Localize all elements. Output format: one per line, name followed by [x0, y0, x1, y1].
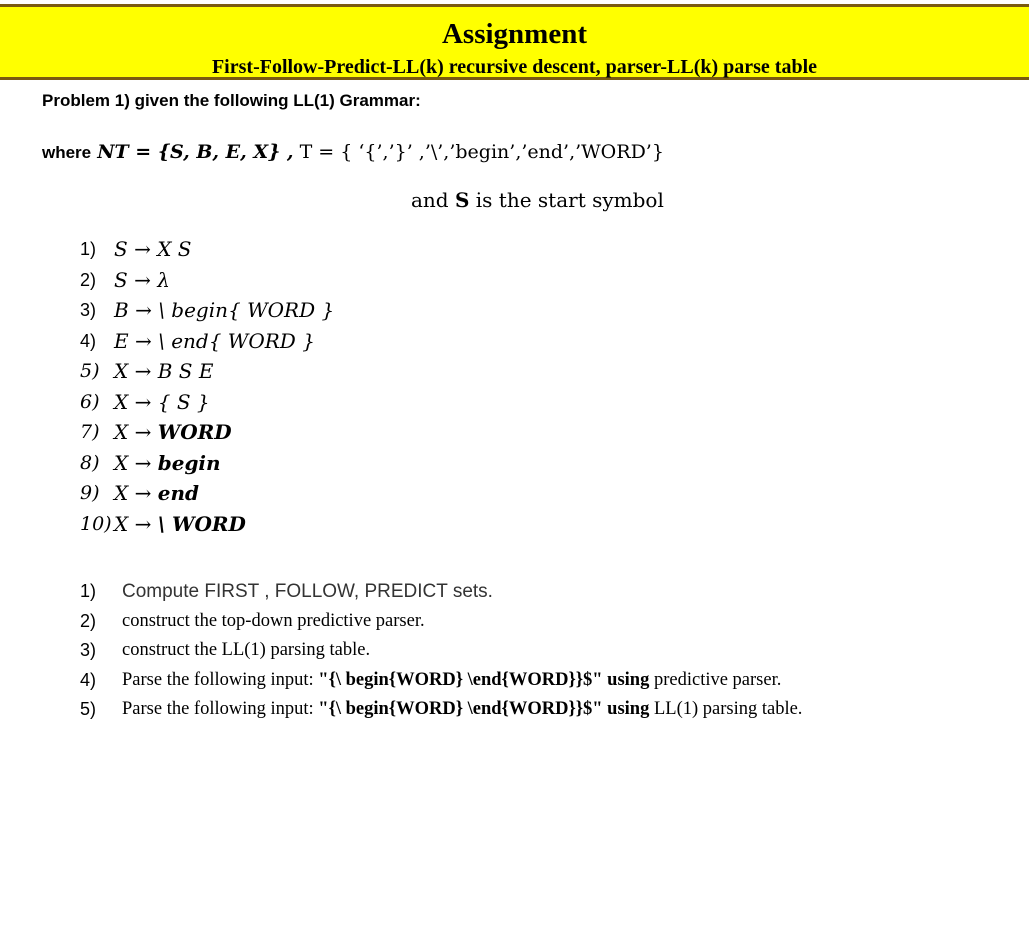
rule-lhs: S	[114, 237, 128, 261]
rule-lhs: X	[114, 511, 129, 536]
rule-lhs: X	[114, 389, 129, 414]
rule-number: 9)	[80, 482, 100, 504]
page-title: Assignment	[441, 18, 587, 50]
arrow-icon: →	[135, 298, 152, 322]
where-label: where	[42, 143, 92, 162]
rule-rhs: { S }	[157, 389, 210, 414]
arrow-icon: →	[134, 328, 152, 353]
grammar-rules	[80, 234, 334, 539]
task-number: 3)	[80, 640, 97, 660]
grammar-rule	[80, 326, 334, 357]
rule-lhs: X	[114, 420, 129, 444]
grammar-rule	[80, 478, 334, 509]
symbol-definitions	[42, 137, 664, 168]
grammar-rule	[80, 295, 334, 326]
rule-number: 5)	[80, 360, 100, 382]
title-banner	[0, 4, 1029, 80]
rule-number: 7)	[80, 421, 100, 443]
rule-number: 3)	[80, 300, 97, 320]
task-item	[80, 695, 802, 725]
task-text: Compute FIRST , FOLLOW, PREDICT sets.	[122, 581, 493, 602]
problem-heading: Problem 1) given the following LL(1) Grammar:	[42, 91, 421, 110]
grammar-rule	[80, 356, 334, 387]
rule-lhs: X	[114, 450, 129, 475]
nonterminals-definition: NT = {S, B, E, X} ,	[97, 141, 294, 163]
task-input: "{\ begin{WORD} \end{WORD}}$" using	[318, 699, 650, 719]
rule-number: 10)	[80, 512, 112, 535]
task-number: 5)	[80, 699, 97, 719]
arrow-icon: →	[134, 359, 152, 383]
rule-rhs: \ end{ WORD }	[158, 328, 315, 353]
task-text	[122, 695, 802, 725]
task-item	[80, 636, 802, 666]
arrow-icon: →	[134, 420, 152, 444]
grammar-rule	[80, 387, 334, 418]
rule-rhs: begin	[157, 450, 221, 475]
start-suffix: is the start symbol	[475, 188, 664, 212]
grammar-rule	[80, 417, 334, 448]
task-number: 1)	[80, 581, 97, 601]
rule-number: 4)	[80, 330, 97, 351]
task-input: "{\ begin{WORD} \end{WORD}}$" using	[318, 669, 650, 690]
arrow-icon: →	[134, 389, 152, 414]
grammar-rule	[80, 234, 334, 265]
task-pre: Parse the following input:	[122, 699, 314, 719]
rule-lhs: S	[114, 267, 128, 292]
arrow-icon: →	[134, 267, 151, 292]
task-number: 4)	[80, 669, 97, 690]
task-post: LL(1) parsing table.	[653, 699, 803, 719]
page-subtitle: First-Follow-Predict-LL(k) recursive descent, parser-LL(k) parse table	[211, 56, 818, 78]
rule-rhs: \ WORD	[157, 511, 246, 536]
rule-lhs: B	[114, 298, 129, 322]
task-text	[122, 666, 781, 696]
rule-rhs: X S	[157, 237, 192, 261]
task-list	[80, 577, 802, 725]
task-item	[80, 666, 802, 696]
rule-rhs: λ	[157, 267, 170, 292]
start-prefix: and	[411, 188, 449, 212]
rule-lhs: E	[114, 328, 129, 353]
task-pre: Parse the following input:	[122, 669, 314, 690]
rule-rhs: \ begin{ WORD }	[158, 298, 335, 322]
rule-lhs: X	[114, 481, 129, 505]
rule-lhs: X	[114, 359, 129, 383]
arrow-icon: →	[134, 237, 151, 261]
task-text: construct the top-down predictive parser.	[122, 610, 425, 631]
rule-number: 2)	[80, 269, 97, 290]
rule-number: 6)	[80, 390, 100, 413]
terminals-definition: T = { ‘{’,’}’ ,’\’,’begin’,’end’,’WORD’}	[299, 141, 664, 163]
start-symbol: S	[454, 188, 470, 212]
grammar-rule	[80, 265, 334, 296]
task-number: 2)	[80, 610, 97, 631]
rule-number: 8)	[80, 451, 100, 474]
rule-number: 1)	[80, 239, 97, 259]
grammar-rule	[80, 448, 334, 479]
grammar-rule	[80, 509, 334, 540]
task-text: construct the LL(1) parsing table.	[122, 640, 371, 660]
task-item	[80, 607, 802, 637]
rule-rhs: end	[157, 481, 199, 505]
rule-rhs: B S E	[157, 359, 214, 383]
rule-rhs: WORD	[157, 420, 232, 444]
arrow-icon: →	[134, 450, 152, 475]
start-symbol-line	[411, 186, 664, 214]
arrow-icon: →	[134, 511, 152, 536]
task-item	[80, 577, 802, 607]
task-post: predictive parser.	[653, 669, 782, 690]
arrow-icon: →	[134, 481, 152, 505]
